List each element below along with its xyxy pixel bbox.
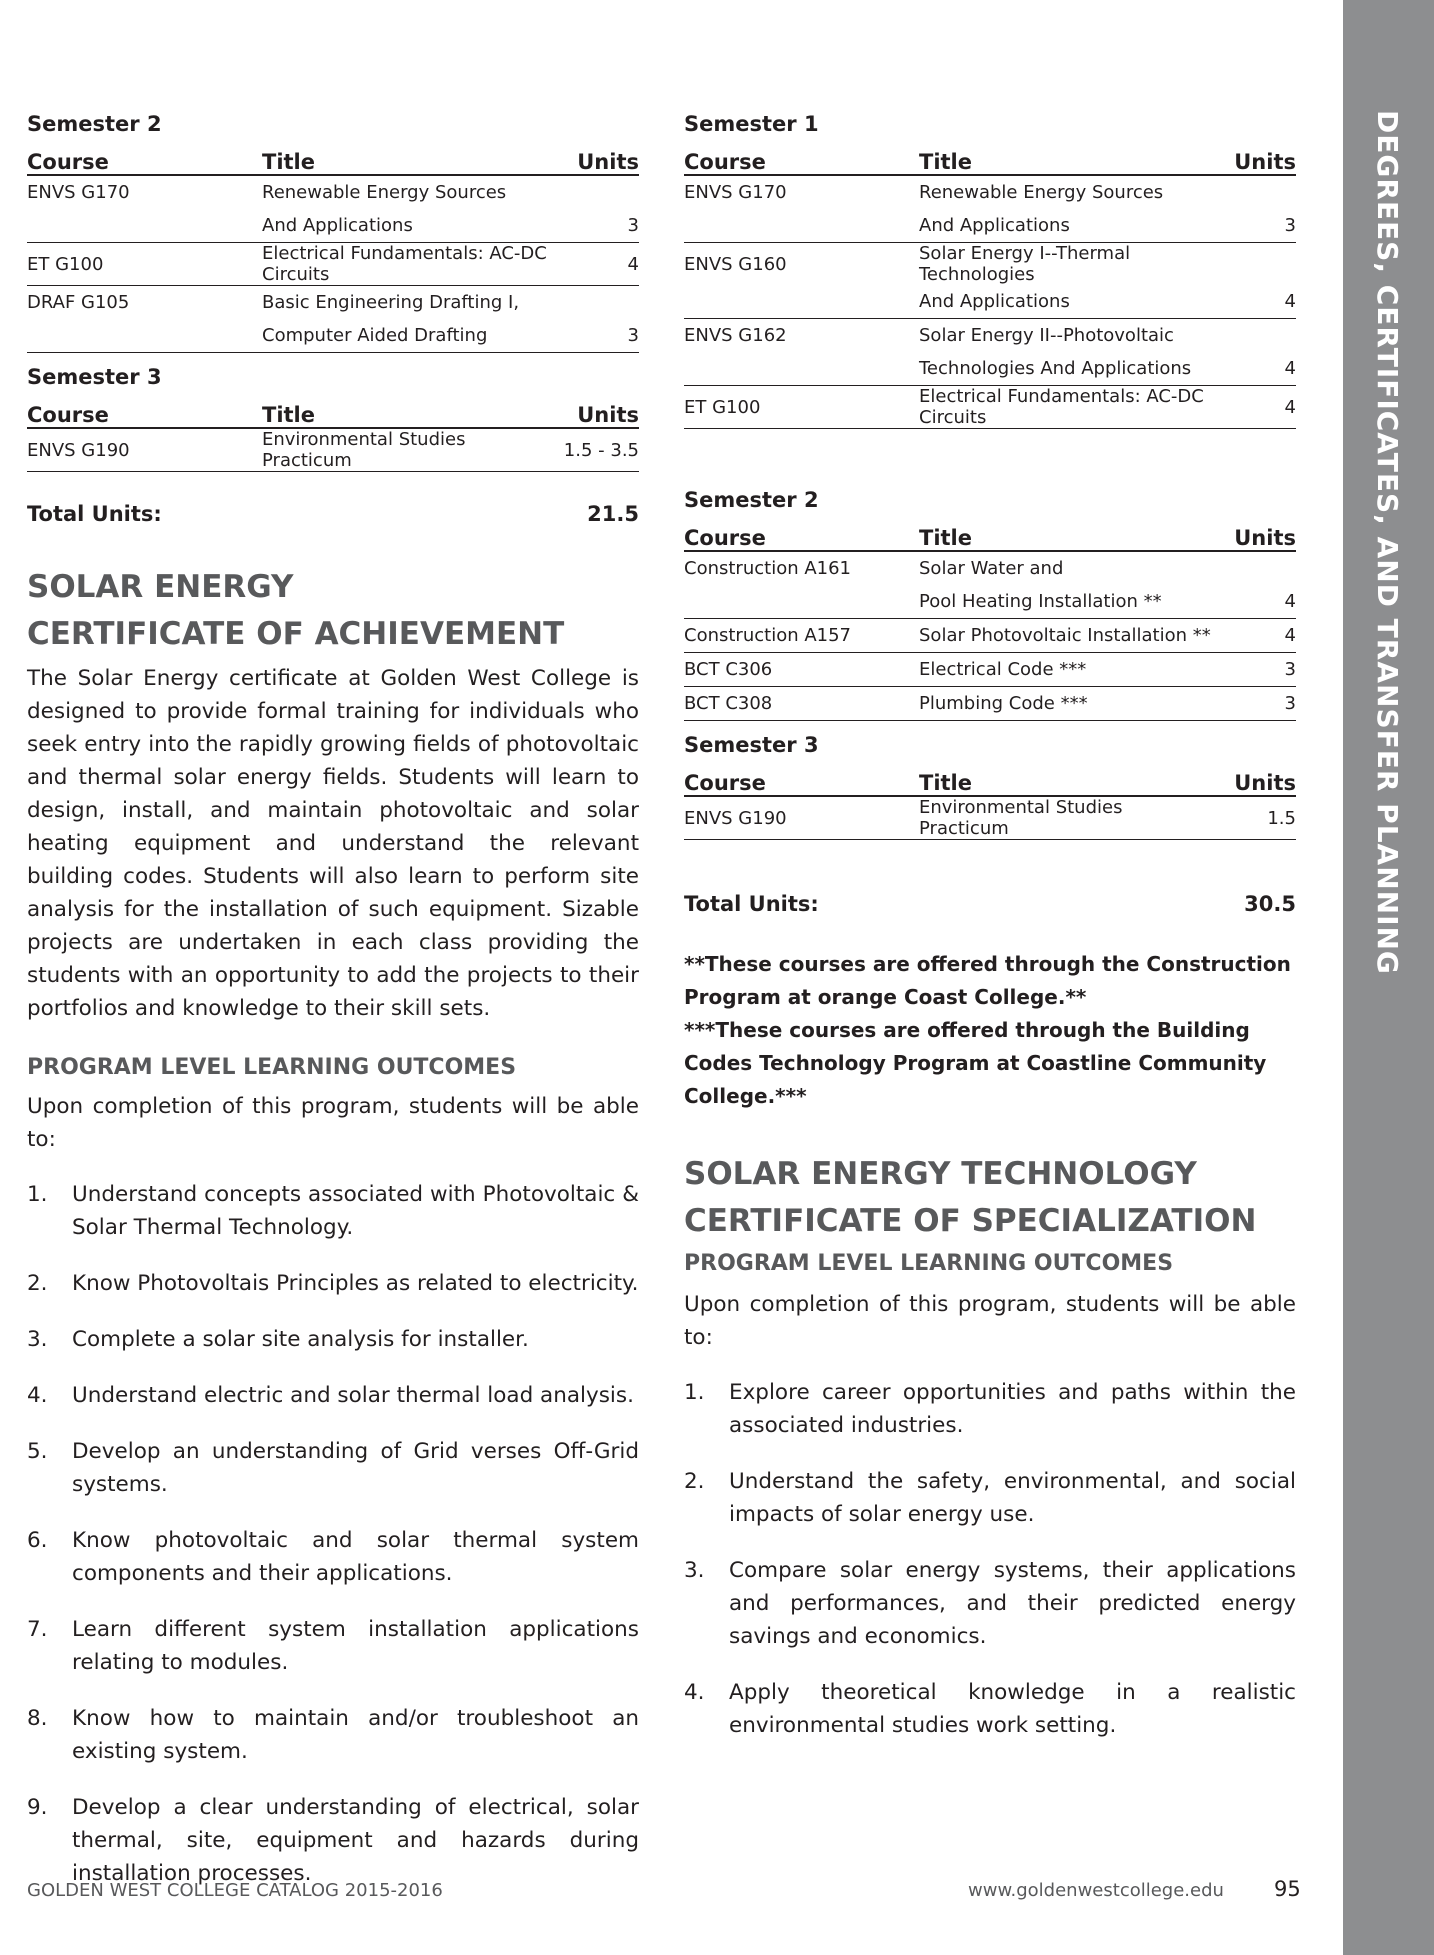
list-item (27, 1524, 639, 1590)
cell-course: ET G100 (684, 386, 919, 429)
list-item (27, 1178, 639, 1244)
list-text: Know Photovoltais Principles as related to electricity. (72, 1271, 639, 1296)
cell-title: Electrical Fundamentals: AC-DC Circuits (919, 386, 1216, 429)
table-row (684, 243, 1296, 286)
cell-units: 4 (1216, 285, 1296, 319)
cell-title: Pool Heating Installation ** (919, 585, 1216, 619)
col-header-units: Units (559, 141, 639, 175)
cell-units: 3 (559, 319, 639, 353)
list-text: Understand the safety, environmental, and social impacts of solar energy use. (729, 1469, 1296, 1527)
cell-course (27, 209, 262, 243)
list-number: 7. (27, 1617, 48, 1642)
sidebar-title-wrap (1343, 0, 1434, 1955)
list-number: 6. (27, 1528, 48, 1553)
col-header-course: Course (684, 141, 919, 175)
cell-course (27, 319, 262, 353)
certificate-description: The Solar Energy certificate at Golden West College is designed to provide formal training for individuals who seek entry into the rapidly growing fields of photovoltaic and thermal solar energy fields. Students will learn to design, install, and maintain photovoltaic and solar heating equipment and understand the relevant building codes. Students will also learn to perform site analysis for the installation of such equipment. Sizable projects are undertaken in each class providing the students with an opportunity to add the projects to their portfolios and knowledge to their skill sets. (27, 666, 639, 1021)
cell-title: Renewable Energy Sources (262, 182, 507, 203)
cell-course: ENVS G162 (684, 325, 787, 346)
col-header-course: Course (27, 141, 262, 175)
semester-label: Semester 1 (684, 112, 819, 136)
total-units (27, 502, 639, 526)
table-row (684, 796, 1296, 840)
table-row (684, 585, 1296, 619)
col-header-units: Units (1216, 141, 1296, 175)
cell-course: ENVS G190 (684, 796, 919, 840)
list-text: Develop a clear understanding of electrical, solar thermal, site, equipment and hazards during installation processes. (72, 1795, 639, 1886)
list-text: Develop an understanding of Grid verses Off-Grid systems. (72, 1439, 639, 1497)
section-heading: CERTIFICATE OF SPECIALIZATION (684, 1203, 1257, 1239)
col-header-units: Units (1216, 762, 1296, 796)
cell-units: 4 (1216, 619, 1296, 653)
table-row (27, 286, 639, 320)
list-item (684, 1554, 1296, 1653)
footnote-construction: **These courses are offered through the Construction Program at orange Coast College.** (684, 952, 1291, 1009)
table-row (27, 428, 639, 472)
cell-course (684, 285, 919, 319)
cell-course (684, 585, 919, 619)
cell-course: ENVS G170 (27, 182, 130, 203)
list-item (27, 1435, 639, 1501)
section-heading: SOLAR ENERGY (27, 569, 294, 605)
table-row (684, 352, 1296, 386)
cell-course (684, 352, 919, 386)
cell-units: 3 (1216, 209, 1296, 243)
cell-units (1216, 243, 1296, 286)
cell-units (1216, 551, 1296, 585)
col-header-title: Title (919, 141, 1216, 175)
table-row (684, 619, 1296, 653)
cell-units: 4 (1216, 585, 1296, 619)
col-header-title: Title (919, 517, 1216, 551)
cell-units (1216, 175, 1296, 209)
list-item (684, 1676, 1296, 1742)
section-heading: SOLAR ENERGY TECHNOLOGY (684, 1156, 1197, 1192)
cell-title: Basic Engineering Drafting I, (262, 292, 520, 313)
left-column (27, 108, 639, 1913)
col-header-course: Course (27, 394, 262, 428)
total-units-value: 21.5 (587, 502, 639, 526)
cell-title: Computer Aided Drafting (262, 319, 559, 353)
total-units-label: Total Units: (684, 892, 819, 916)
semester-label: Semester 3 (684, 733, 819, 757)
cell-units: 1.5 (1216, 796, 1296, 840)
cell-course: Construction A161 (684, 558, 852, 579)
cell-title: Solar Energy II--Photovoltaic (919, 325, 1174, 346)
cell-course (684, 209, 919, 243)
cell-units: 3 (1216, 653, 1296, 687)
cell-units: 4 (1216, 352, 1296, 386)
list-text: Know photovoltaic and solar thermal system components and their applications. (72, 1528, 639, 1586)
list-number: 1. (27, 1182, 48, 1207)
cell-course: Construction A157 (684, 619, 919, 653)
list-number: 2. (684, 1469, 705, 1494)
course-table-right-sem1 (684, 141, 1296, 429)
table-row (684, 285, 1296, 319)
list-number: 5. (27, 1439, 48, 1464)
plo-heading: PROGRAM LEVEL LEARNING OUTCOMES (27, 1055, 517, 1080)
cell-title: Solar Energy I--Thermal Technologies (919, 243, 1131, 285)
cell-title: Solar Photovoltaic Installation ** (919, 619, 1216, 653)
col-header-units: Units (559, 394, 639, 428)
list-text: Understand electric and solar thermal load analysis. (72, 1383, 634, 1408)
course-table-right-sem2 (684, 517, 1296, 721)
cell-title: Renewable Energy Sources (919, 182, 1164, 203)
course-table-right-sem3 (684, 762, 1296, 840)
cell-units (559, 175, 639, 209)
section-heading: CERTIFICATE OF ACHIEVEMENT (27, 616, 565, 652)
cell-units: 4 (1216, 386, 1296, 429)
cell-course: ENVS G170 (684, 182, 787, 203)
cell-title: Technologies And Applications (919, 352, 1216, 386)
list-number: 3. (684, 1558, 705, 1583)
table-row (27, 175, 639, 209)
col-header-units: Units (1216, 517, 1296, 551)
semester-label: Semester 3 (27, 365, 162, 389)
outcomes-list (27, 1178, 639, 1890)
list-item (27, 1791, 639, 1890)
plo-intro: Upon completion of this program, students will be able to: (684, 1292, 1296, 1350)
col-header-title: Title (919, 762, 1216, 796)
table-row (684, 175, 1296, 209)
cell-course: ET G100 (27, 243, 262, 286)
cell-course: DRAF G105 (27, 292, 130, 313)
cell-title: Electrical Fundamentals: AC-DC Circuits (262, 243, 559, 286)
course-table-left-sem3 (27, 394, 639, 472)
cell-units (1216, 319, 1296, 353)
table-row (684, 319, 1296, 353)
table-row (27, 209, 639, 243)
cell-units: 3 (559, 209, 639, 243)
list-item (27, 1323, 639, 1356)
total-units-value: 30.5 (1244, 892, 1296, 916)
cell-title: Solar Water and (919, 558, 1064, 579)
list-item (27, 1613, 639, 1679)
list-number: 4. (684, 1680, 705, 1705)
list-number: 4. (27, 1383, 48, 1408)
list-number: 9. (27, 1795, 48, 1820)
plo-heading: PROGRAM LEVEL LEARNING OUTCOMES (684, 1251, 1174, 1276)
list-text: Explore career opportunities and paths within the associated industries. (729, 1380, 1296, 1438)
list-item (27, 1379, 639, 1412)
list-number: 1. (684, 1380, 705, 1405)
total-units (684, 892, 1296, 916)
list-item (27, 1267, 639, 1300)
list-number: 2. (27, 1271, 48, 1296)
col-header-course: Course (684, 762, 919, 796)
table-row (684, 653, 1296, 687)
cell-title: And Applications (919, 285, 1216, 319)
table-row (684, 687, 1296, 721)
list-number: 3. (27, 1327, 48, 1352)
cell-title: And Applications (919, 209, 1216, 243)
list-text: Compare solar energy systems, their applications and performances, and their predicted energy savings and economics. (729, 1558, 1296, 1649)
cell-title: Environmental Studies Practicum (919, 796, 1216, 840)
table-row (27, 243, 639, 286)
list-text: Learn different system installation applications relating to modules. (72, 1617, 639, 1675)
cell-course: ENVS G190 (27, 428, 262, 472)
right-column (684, 108, 1296, 1765)
list-number: 8. (27, 1706, 48, 1731)
col-header-title: Title (262, 141, 559, 175)
table-row (684, 551, 1296, 585)
total-units-label: Total Units: (27, 502, 162, 526)
table-row (684, 386, 1296, 429)
plo-intro: Upon completion of this program, students will be able to: (27, 1094, 639, 1152)
col-header-title: Title (262, 394, 559, 428)
cell-units: 1.5 - 3.5 (559, 428, 639, 472)
cell-title: And Applications (262, 209, 559, 243)
cell-units: 4 (559, 243, 639, 286)
list-item (27, 1702, 639, 1768)
list-text: Complete a solar site analysis for installer. (72, 1327, 529, 1352)
semester-label: Semester 2 (684, 488, 819, 512)
cell-course: BCT C306 (684, 653, 919, 687)
cell-title: Plumbing Code *** (919, 687, 1216, 721)
list-item (684, 1465, 1296, 1531)
list-text: Know how to maintain and/or troubleshoot an existing system. (72, 1706, 639, 1764)
footer-url[interactable]: www.goldenwestcollege.edu (968, 1880, 1224, 1901)
cell-title: Environmental Studies Practicum (262, 428, 559, 472)
page-number: 95 (1274, 1877, 1301, 1901)
list-text: Apply theoretical knowledge in a realistic environmental studies work setting. (729, 1680, 1296, 1738)
cell-units: 3 (1216, 687, 1296, 721)
cell-course: BCT C308 (684, 687, 919, 721)
list-text: Understand concepts associated with Photovoltaic & Solar Thermal Technology. (72, 1182, 639, 1240)
table-row (27, 319, 639, 353)
footer-catalog: GOLDEN WEST COLLEGE CATALOG 2015-2016 (27, 1880, 443, 1901)
cell-title: Electrical Code *** (919, 653, 1216, 687)
cell-units (559, 286, 639, 320)
outcomes-list (684, 1376, 1296, 1742)
semester-label: Semester 2 (27, 112, 162, 136)
table-row (684, 209, 1296, 243)
footnote-building-codes: ***These courses are offered through the Building Codes Technology Program at Coastline Community College.*** (684, 1018, 1267, 1108)
sidebar-title: DEGREES, CERTIFICATES, AND TRANSFER PLANNING (1371, 110, 1404, 975)
course-table-left-sem2 (27, 141, 639, 353)
col-header-course: Course (684, 517, 919, 551)
cell-course: ENVS G160 (684, 253, 787, 275)
list-item (684, 1376, 1296, 1442)
